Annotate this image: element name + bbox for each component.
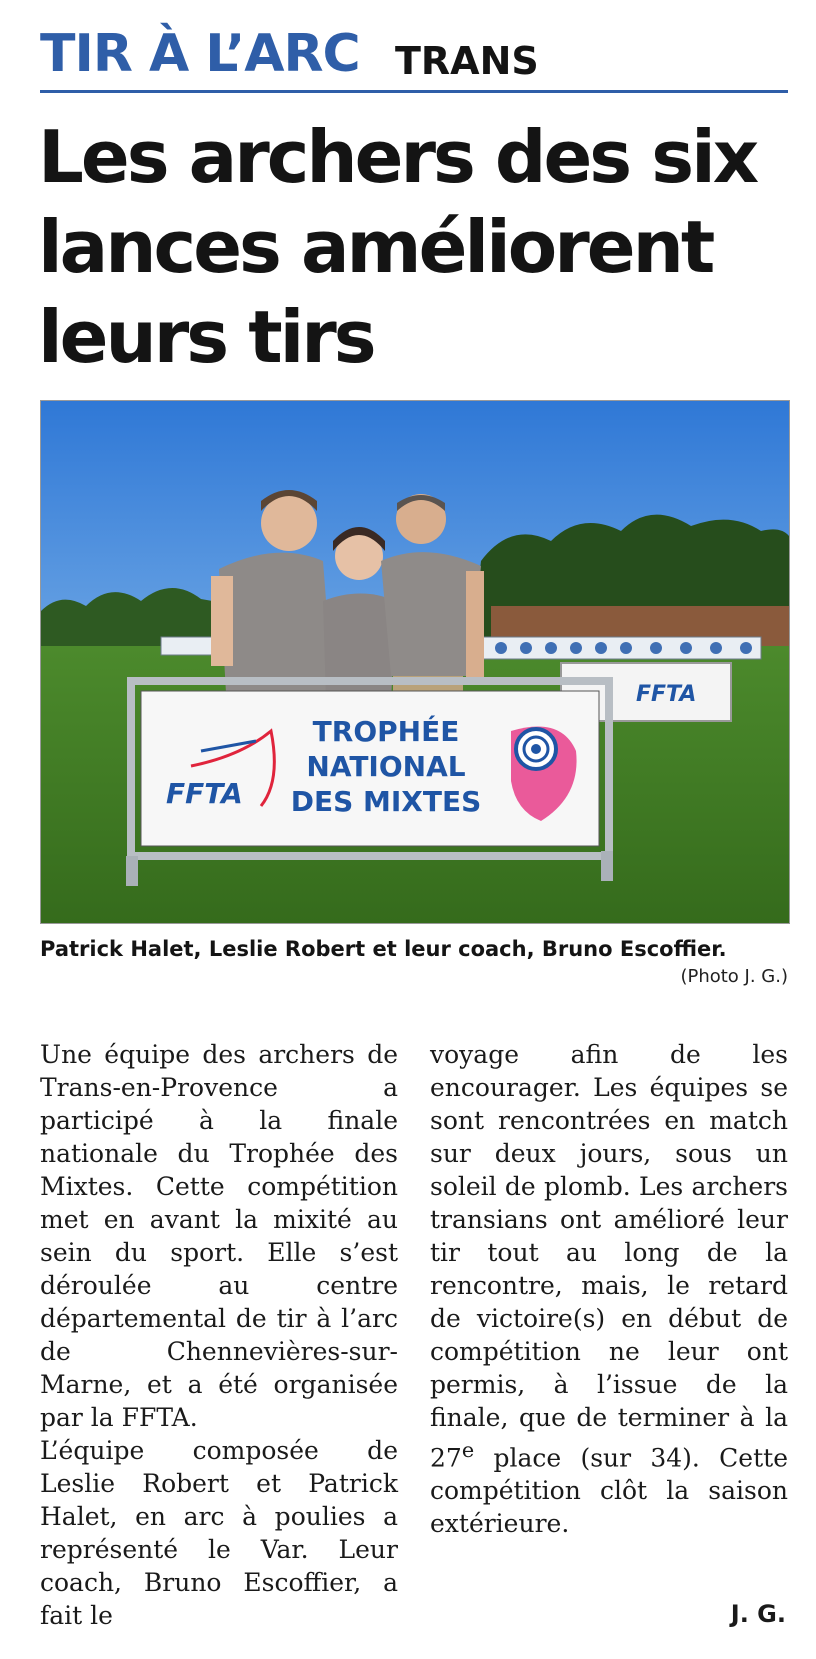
paragraph-3-part-b: place (sur 34). Cette compétition clôt la saison extérieure. <box>430 1443 788 1539</box>
article-photo <box>40 400 790 924</box>
headline: Les archers des six lances améliorent leurs tirs <box>38 115 757 379</box>
paragraph-1: Une équipe des archers de Trans-en-Provence a participé à la finale nationale du Trophée des Mixtes. Cette compétition met en avant la mixité au sein du sport. Elle s’est déroulée au centre départemental de tir à l’arc de Chennevières-sur-Marne, et a été organisée par la FFTA. <box>40 1040 398 1432</box>
banner-line-1: TROPHÉE <box>312 715 460 748</box>
banner-ffta-logo: FFTA <box>166 777 243 810</box>
section-kicker <box>40 22 788 93</box>
body-column-1 <box>40 1038 398 1632</box>
body-column-2 <box>430 1038 788 1540</box>
photo-credit: (Photo J. G.) <box>680 966 788 987</box>
paragraph-2: L’équipe composée de Leslie Robert et Patrick Halet, en arc à poulies a représenté le Var. Leur coach, Bruno Escoffier, a fait le <box>40 1436 398 1630</box>
photo-caption: Patrick Halet, Leslie Robert et leur coach, Bruno Escoffier. <box>40 937 727 961</box>
ordinal-suffix: e <box>461 1438 475 1462</box>
rubric-label: TIR À L’ARC <box>40 24 360 84</box>
paragraph-3 <box>430 1038 788 1540</box>
banner-line-3: DES MIXTES <box>290 785 482 818</box>
place-label: TRANS <box>395 39 539 83</box>
banner-line-2: NATIONAL <box>306 750 466 783</box>
paragraph-3-part-a: voyage afin de les encourager. Les équipes se sont rencontrées en match sur deux jours, sous un soleil de plomb. Les archers transians ont amélioré leur tir tout au long de la rencontre, mais, le retard de victoire(s) en début de compétition ne leur ont permis, à l’issue de la finale, que de terminer à la 27 <box>430 1040 788 1473</box>
author-signature: J. G. <box>730 1600 786 1628</box>
back-banner-logo: FFTA <box>636 682 697 707</box>
